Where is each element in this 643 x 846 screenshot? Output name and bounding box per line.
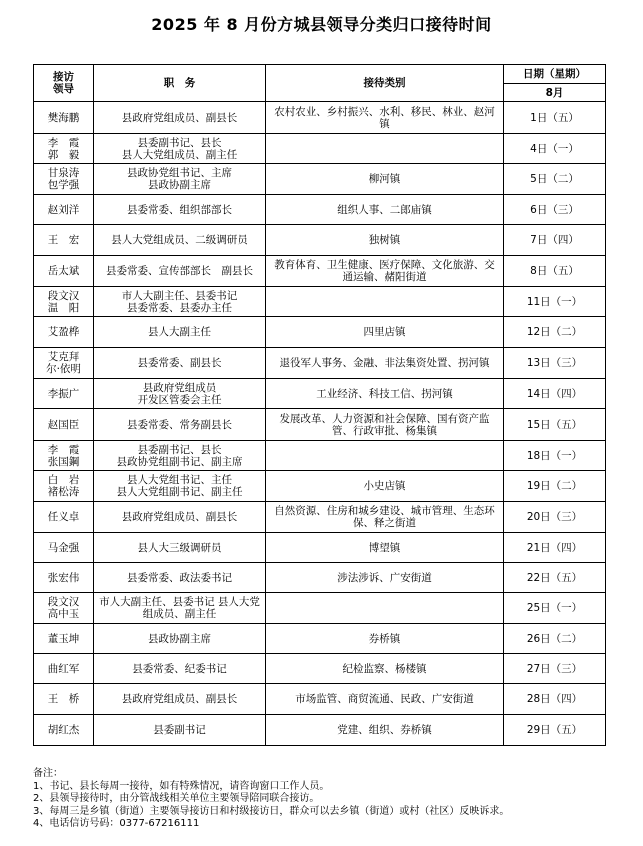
date-cell: 6日（三） xyxy=(504,195,606,225)
table-row xyxy=(34,102,606,134)
note-line: 2、县领导接待时，由分管战线相关单位主要领导陪同联合接访。 xyxy=(33,793,320,804)
position-cell: 县政府党组成员、副县长 xyxy=(94,502,266,533)
date-cell: 1日（五） xyxy=(504,102,606,134)
category-cell: 组织人事、二郎庙镇 xyxy=(266,195,504,225)
table-row xyxy=(34,624,606,654)
leader-cell: 段文汉 高中玉 xyxy=(34,593,94,624)
position-cell: 县政府党组成员 开发区管委会主任 xyxy=(94,379,266,409)
date-cell: 11日（一） xyxy=(504,287,606,317)
table-row xyxy=(34,441,606,471)
leader-cell: 任义卓 xyxy=(34,502,94,533)
position-cell: 县委常委、政法委书记 xyxy=(94,563,266,593)
category-cell: 退役军人事务、金融、非法集资处置、拐河镇 xyxy=(266,348,504,379)
leader-cell: 樊海鹏 xyxy=(34,102,94,134)
category-cell: 工业经济、科技工信、拐河镇 xyxy=(266,379,504,409)
category-cell: 教育体育、卫生健康、医疗保障、文化旅游、交通运输、赭阳街道 xyxy=(266,256,504,287)
table-row xyxy=(34,256,606,287)
date-cell: 18日（一） xyxy=(504,441,606,471)
leader-cell: 董玉坤 xyxy=(34,624,94,654)
table-row xyxy=(34,134,606,164)
table-row xyxy=(34,563,606,593)
category-cell xyxy=(266,287,504,317)
table-row xyxy=(34,317,606,348)
category-cell: 独树镇 xyxy=(266,225,504,256)
position-cell: 市人大副主任、县委书记 县委常委、县委办主任 xyxy=(94,287,266,317)
table-row xyxy=(34,287,606,317)
leader-cell: 王 宏 xyxy=(34,225,94,256)
leader-cell: 艾克拜 尔·依明 xyxy=(34,348,94,379)
position-cell: 市人大副主任、县委书记 县人大党组成员、副主任 xyxy=(94,593,266,624)
leader-cell: 艾盈桦 xyxy=(34,317,94,348)
note-line: 3、每周三是乡镇（街道）主要领导接访日和村级接访日，群众可以去乡镇（街道）或村（社区）反映诉求。 xyxy=(33,805,510,817)
position-cell: 县委常委、宣传部部长 副县长 xyxy=(94,256,266,287)
table-row xyxy=(34,684,606,715)
leader-cell: 李振广 xyxy=(34,379,94,409)
position-cell: 县政府党组成员、副县长 xyxy=(94,684,266,715)
header-leader: 接访 领导 xyxy=(34,65,94,102)
leader-cell: 赵国臣 xyxy=(34,409,94,441)
reception-schedule-table xyxy=(33,64,606,746)
category-cell: 四里店镇 xyxy=(266,317,504,348)
page-title: 2025 年 8 月份方城县领导分类归口接待时间 xyxy=(151,15,492,34)
leader-cell: 段文汉 温 阳 xyxy=(34,287,94,317)
header-position: 职 务 xyxy=(94,65,266,102)
leader-cell: 王 桥 xyxy=(34,684,94,715)
category-cell xyxy=(266,593,504,624)
table-row xyxy=(34,715,606,746)
table-row xyxy=(34,654,606,684)
position-cell: 县政府党组成员、副县长 xyxy=(94,102,266,134)
position-cell: 县政协党组书记、主席 县政协副主席 xyxy=(94,164,266,195)
table-row xyxy=(34,195,606,225)
date-cell: 19日（二） xyxy=(504,471,606,502)
date-cell: 27日（三） xyxy=(504,654,606,684)
category-cell: 券桥镇 xyxy=(266,624,504,654)
position-cell: 县委副书记、县长 县政协党组副书记、副主席 xyxy=(94,441,266,471)
date-cell: 21日（四） xyxy=(504,533,606,563)
table-row xyxy=(34,502,606,533)
leader-cell: 李 霞 张国鋼 xyxy=(34,441,94,471)
notes xyxy=(33,768,633,831)
category-cell: 发展改革、人力资源和社会保障、国有资产监管、行政审批、杨集镇 xyxy=(266,409,504,441)
category-cell xyxy=(266,134,504,164)
category-cell: 农村农业、乡村振兴、水利、移民、林业、赵河镇 xyxy=(266,102,504,134)
table-row xyxy=(34,533,606,563)
date-cell: 14日（四） xyxy=(504,379,606,409)
leader-cell: 李 霞 郭 毅 xyxy=(34,134,94,164)
date-cell: 13日（三） xyxy=(504,348,606,379)
date-cell: 7日（四） xyxy=(504,225,606,256)
note-line: 4、电话信访号码：0377-67216111 xyxy=(33,818,200,829)
category-cell: 自然资源、住房和城乡建设、城市管理、生态环保、释之街道 xyxy=(266,502,504,533)
category-cell xyxy=(266,441,504,471)
leader-cell: 张宏伟 xyxy=(34,563,94,593)
position-cell: 县委常委、纪委书记 xyxy=(94,654,266,684)
table-row xyxy=(34,379,606,409)
position-cell: 县人大党组成员、二级调研员 xyxy=(94,225,266,256)
position-cell: 县人大党组书记、主任 县人大党组副书记、副主任 xyxy=(94,471,266,502)
date-cell: 25日（一） xyxy=(504,593,606,624)
category-cell: 党建、组织、券桥镇 xyxy=(266,715,504,746)
table-row xyxy=(34,164,606,195)
category-cell: 涉法涉诉、广安街道 xyxy=(266,563,504,593)
note-line: 1、书记、县长每周一接待，如有特殊情况，请咨询窗口工作人员。 xyxy=(33,780,330,792)
position-cell: 县委副书记 xyxy=(94,715,266,746)
date-cell: 12日（二） xyxy=(504,317,606,348)
leader-cell: 岳太斌 xyxy=(34,256,94,287)
category-cell: 市场监管、商贸流通、民政、广安街道 xyxy=(266,684,504,715)
leader-cell: 白 岩 褚松涛 xyxy=(34,471,94,502)
position-cell: 县委常委、副县长 xyxy=(94,348,266,379)
date-cell: 26日（二） xyxy=(504,624,606,654)
leader-cell: 曲红军 xyxy=(34,654,94,684)
position-cell: 县委常委、常务副县长 xyxy=(94,409,266,441)
category-cell: 纪检监察、杨楼镇 xyxy=(266,654,504,684)
date-cell: 15日（五） xyxy=(504,409,606,441)
header-category: 接待类别 xyxy=(266,65,504,102)
table-row xyxy=(34,471,606,502)
table-row xyxy=(34,348,606,379)
position-cell: 县委副书记、县长 县人大党组成员、副主任 xyxy=(94,134,266,164)
date-cell: 28日（四） xyxy=(504,684,606,715)
position-cell: 县人大副主任 xyxy=(94,317,266,348)
leader-cell: 胡红杰 xyxy=(34,715,94,746)
date-cell: 8日（五） xyxy=(504,256,606,287)
category-cell: 小史店镇 xyxy=(266,471,504,502)
leader-cell: 赵刘洋 xyxy=(34,195,94,225)
position-cell: 县人大三级调研员 xyxy=(94,533,266,563)
header-month: 8月 xyxy=(504,84,606,102)
date-cell: 29日（五） xyxy=(504,715,606,746)
header-date: 日期（星期） xyxy=(504,65,606,84)
table-row xyxy=(34,409,606,441)
date-cell: 20日（三） xyxy=(504,502,606,533)
notes-heading: 备注： xyxy=(33,768,63,779)
leader-cell: 甘泉涛 包学强 xyxy=(34,164,94,195)
position-cell: 县委常委、组织部部长 xyxy=(94,195,266,225)
date-cell: 5日（二） xyxy=(504,164,606,195)
position-cell: 县政协副主席 xyxy=(94,624,266,654)
category-cell: 柳河镇 xyxy=(266,164,504,195)
table-row xyxy=(34,593,606,624)
date-cell: 4日（一） xyxy=(504,134,606,164)
table-row xyxy=(34,225,606,256)
date-cell: 22日（五） xyxy=(504,563,606,593)
leader-cell: 马金强 xyxy=(34,533,94,563)
category-cell: 博望镇 xyxy=(266,533,504,563)
